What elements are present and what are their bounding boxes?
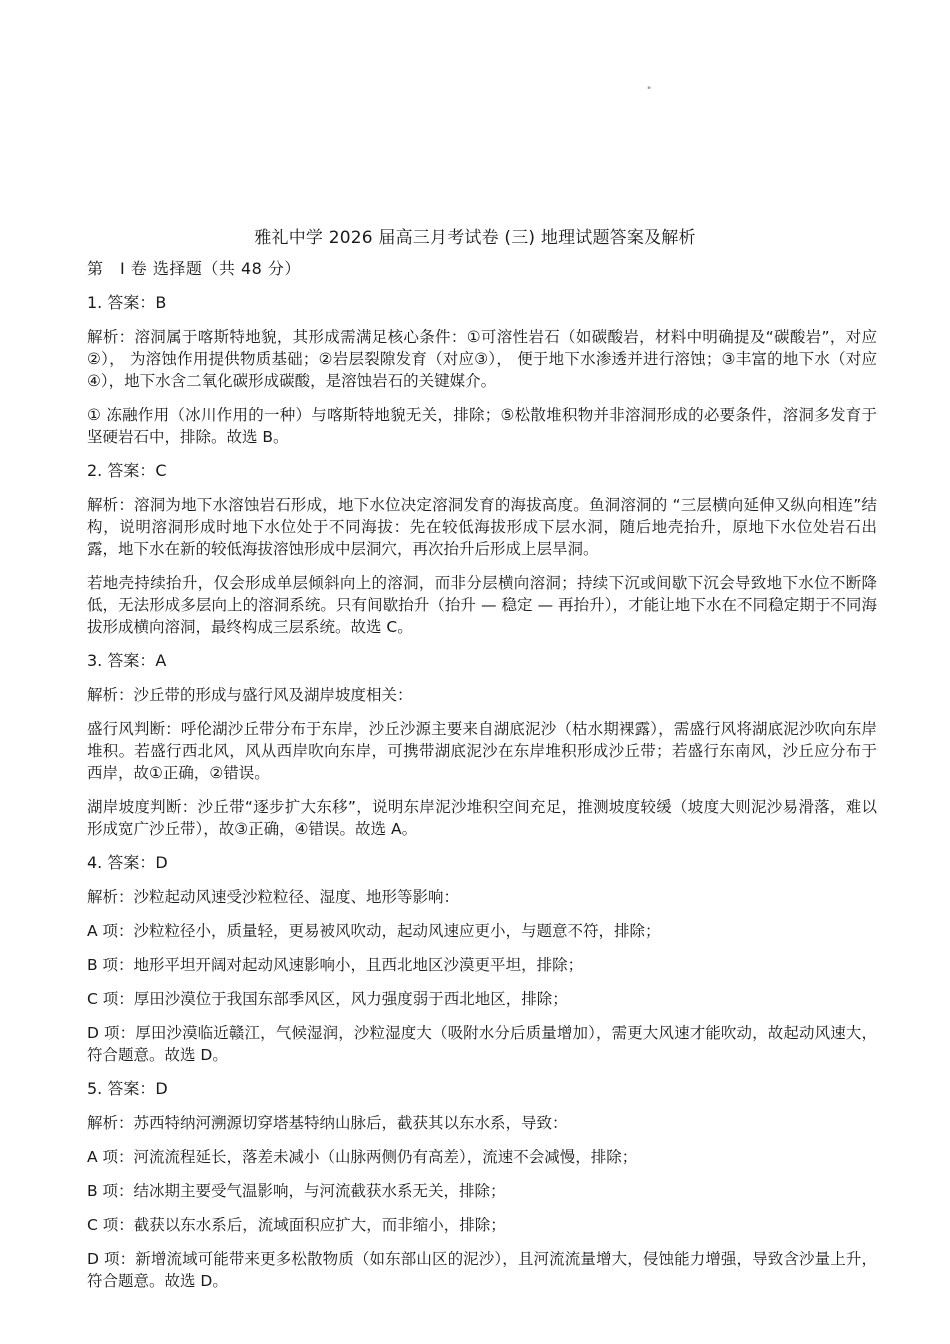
option-analysis: D 项：新增流域可能带来更多松散物质（如东部山区的泥沙），且河流流量增大，侵蚀能力增强，导致含沙量上升，符合题意。故选 D。 [87,1250,877,1290]
explanation-paragraph: 解析：沙粒起动风速受沙粒粒径、湿度、地形等影响： [87,888,460,906]
option-analysis: B 项：结冰期主要受气温影响，与河流截获水系无关，排除； [87,1182,506,1200]
explanation-paragraph: ① 冻融作用（冰川作用的一种）与喀斯特地貌无关，排除；⑤松散堆积物并非溶洞形成的必要条件，溶洞多发育于坚硬岩石中，排除。故选 B。 [87,406,877,446]
explanation-paragraph: 解析：苏西特纳河溯源切穿塔基特纳山脉后，截获其以东水系，导致： [87,1114,568,1132]
question-5 [87,1078,877,1292]
option-analysis: C 项：厚田沙漠位于我国东部季风区，风力强度弱于西北地区，排除； [87,990,568,1008]
option-analysis: D 项：厚田沙漠临近赣江，气候湿润，沙粒湿度大（吸附水分后质量增加），需更大风速才能吹动，故起动风速大，符合题意。故选 D。 [87,1024,877,1064]
answer-line: 3. 答案：A [87,651,167,670]
header-mark: " [647,86,652,96]
option-analysis: C 项：截获以东水系后，流域面积应扩大，而非缩小，排除； [87,1216,506,1234]
option-analysis: A 项：河流流程延长，落差未减小（山脉两侧仍有高差），流速不会减慢，排除； [87,1148,638,1166]
answer-line: 1. 答案：B [87,293,167,312]
page-title: 雅礼中学 2026 届高三月考试卷 (三) 地理试题答案及解析 [254,228,696,248]
answer-line: 2. 答案：C [87,461,167,480]
explanation-paragraph: 盛行风判断：呼伦湖沙丘带分布于东岸，沙丘沙源主要来自湖底泥沙（枯水期裸露），需盛行风将湖底泥沙吹向东岸堆积。若盛行西北风，风从西岸吹向东岸，可携带湖底泥沙在东岸堆积形成沙丘带；若盛行东南风，沙丘应分布于西岸，故①正确，②错误。 [87,720,877,782]
option-analysis: A 项：沙粒粒径小，质量轻，更易被风吹动，起动风速应更小，与题意不符，排除； [87,922,661,940]
question-4 [87,852,877,1066]
question-3 [87,650,877,840]
document-body [87,258,877,1302]
answer-line: 4. 答案：D [87,853,168,872]
question-2 [87,460,877,638]
answer-line: 5. 答案：D [87,1079,168,1098]
section-heading: 第 Ⅰ 卷 选择题（共 48 分） [87,259,301,278]
explanation-paragraph: 解析：溶洞为地下水溶蚀岩石形成，地下水位决定溶洞发育的海拔高度。鱼洞溶洞的 “三层横向延伸又纵向相连”结构，说明溶洞形成时地下水位处于不同海拔：先在较低海拔形成下层水洞，随后地壳抬升，原地下水位处岩石出露，地下水在新的较低海拔溶蚀形成中层洞穴，再次抬升后形成上层旱洞。 [87,496,877,558]
option-analysis: B 项：地形平坦开阔对起动风速影响小，且西北地区沙漠更平坦，排除； [87,956,584,974]
explanation-paragraph: 若地壳持续抬升，仅会形成单层倾斜向上的溶洞，而非分层横向溶洞；持续下沉或间歇下沉会导致地下水位不断降低，无法形成多层向上的溶洞系统。只有间歇抬升（抬升 — 稳定 — 再抬升），才能让地下水在不同稳定期于不同海拔形成横向溶洞，最终构成三层系统。故选 C。 [87,574,877,636]
explanation-paragraph: 湖岸坡度判断：沙丘带“逐步扩大东移”，说明东岸泥沙堆积空间充足，推测坡度较缓（坡度大则泥沙易滑落，难以形成宽广沙丘带），故③正确，④错误。故选 A。 [87,798,877,838]
explanation-paragraph: 解析：沙丘带的形成与盛行风及湖岸坡度相关： [87,686,413,704]
question-1 [87,292,877,448]
explanation-paragraph: 解析：溶洞属于喀斯特地貌，其形成需满足核心条件：①可溶性岩石（如碳酸岩，材料中明确提及“碳酸岩”，对应②）， 为溶蚀作用提供物质基础；②岩层裂隙发育（对应③）， 便于地下水渗透并进行溶蚀；③丰富的地下水（对应④），地下水含二氧化碳形成碳酸，是溶蚀岩石的关键媒介。 [87,328,877,390]
